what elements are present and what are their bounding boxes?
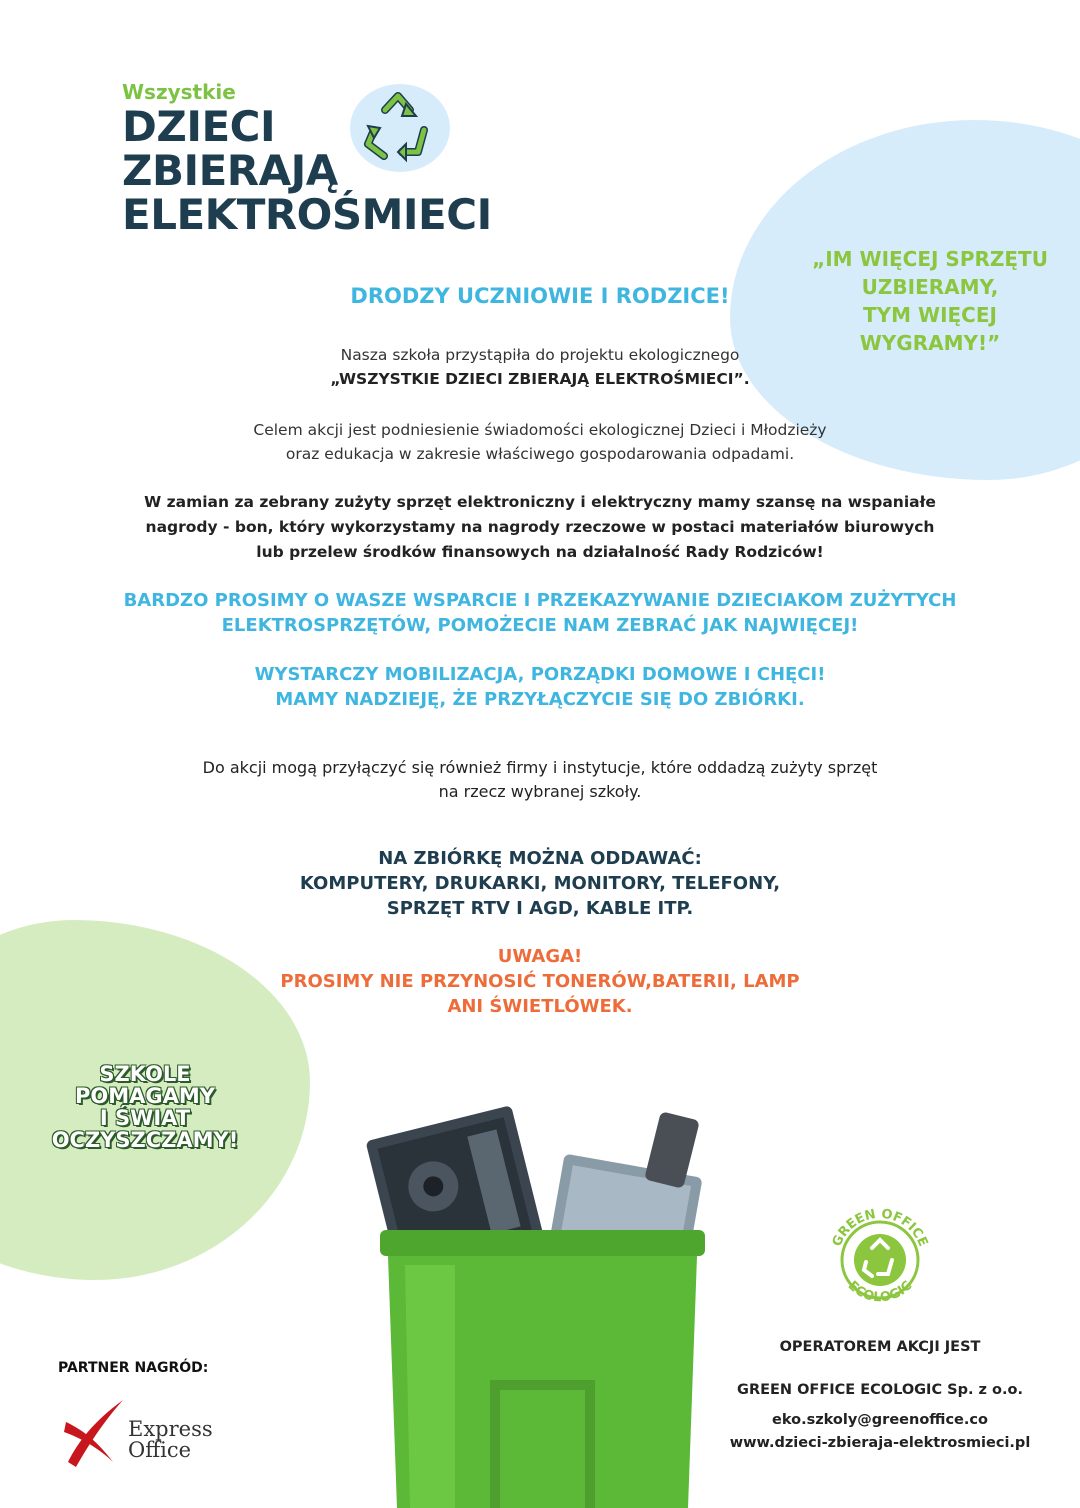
greeting-heading: DRODZY UCZNIOWIE I RODZICE! bbox=[350, 284, 730, 308]
partner-name-1: Express bbox=[128, 1417, 213, 1441]
slogan-line-2: POMAGAMY bbox=[75, 1084, 215, 1108]
slogan-line-1: SZKOLE bbox=[99, 1062, 191, 1086]
warning-line-2: PROSIMY NIE PRZYNOSIĆ TONERÓW,BATERII, LAMP bbox=[280, 971, 800, 992]
goal-paragraph bbox=[0, 418, 1080, 466]
operator-label: OPERATOREM AKCJI JEST bbox=[779, 1339, 981, 1355]
intro-line-1: Nasza szkoła przystąpiła do projektu ekologicznego bbox=[340, 346, 740, 364]
appeal-line-1: BARDZO PROSIMY O WASZE WSPARCIE I PRZEKAZYWANIE DZIECIAKOM ZUŻYTYCH bbox=[123, 590, 957, 611]
logo-arc-top: GREEN OFFICE bbox=[829, 1206, 931, 1249]
reward-line-1: W zamian za zebrany zużyty sprzęt elektroniczny i elektryczny mamy szansę na wspaniałe bbox=[144, 493, 936, 511]
partner-name-2: Office bbox=[128, 1438, 192, 1462]
goal-line-2: oraz edukacja w zakresie właściwego gospodarowania odpadami. bbox=[285, 445, 795, 463]
appeal-paragraph bbox=[0, 588, 1080, 638]
slogan bbox=[40, 1063, 250, 1151]
logo-line-2: ZBIERAJĄ bbox=[122, 146, 338, 195]
accepted-items bbox=[0, 846, 1080, 921]
logo-arc-bottom: ECOLOGIC bbox=[844, 1278, 916, 1306]
recycle-icon bbox=[340, 82, 450, 174]
partner-label: PARTNER NAGRÓD: bbox=[58, 1360, 209, 1376]
reward-line-3: lub przelew środków finansowych na działalność Rady Rodziców! bbox=[256, 543, 824, 561]
accepted-line-2: KOMPUTERY, DRUKARKI, MONITORY, TELEFONY, bbox=[299, 873, 781, 894]
quote-line-4: WYGRAMY!” bbox=[859, 331, 1001, 355]
logo-line-1: DZIECI bbox=[122, 102, 276, 151]
operator-website[interactable]: www.dzieci-zbieraja-elektrosmieci.pl bbox=[729, 1435, 1031, 1451]
goal-line-1: Celem akcji jest podniesienie świadomości ekologicznej Dzieci i Młodzieży bbox=[253, 421, 827, 439]
quote-line-3: TYM WIĘCEJ bbox=[863, 303, 997, 327]
green-office-ecologic-logo bbox=[820, 1200, 940, 1320]
companies-line-1: Do akcji mogą przyłączyć się również firmy i instytucje, które oddadzą zużyty sprzęt bbox=[202, 758, 878, 777]
x-mark-icon bbox=[58, 1392, 128, 1472]
mobilize-line-2: MAMY NADZIEJĘ, ŻE PRZYŁĄCZYCIE SIĘ DO ZBIÓRKI. bbox=[275, 689, 805, 710]
operator-company: GREEN OFFICE ECOLOGIC Sp. z o.o. bbox=[737, 1382, 1023, 1398]
express-office-logo bbox=[58, 1392, 218, 1472]
slogan-line-4: OCZYSZCZAMY! bbox=[51, 1128, 239, 1152]
companies-paragraph bbox=[0, 756, 1080, 804]
logo-small-text: Wszystkie bbox=[122, 80, 236, 104]
slogan-line-3: I ŚWIAT bbox=[99, 1106, 191, 1130]
reward-line-2: nagrody - bon, który wykorzystamy na nagrody rzeczowe w postaci materiałów biurowych bbox=[145, 518, 935, 536]
warning-line-1: UWAGA! bbox=[497, 946, 583, 967]
reward-paragraph bbox=[0, 490, 1080, 565]
quote-line-2: UZBIERAMY, bbox=[861, 275, 999, 299]
quote-line-1: „IM WIĘCEJ SPRZĘTU bbox=[812, 247, 1048, 271]
warning bbox=[0, 944, 1080, 1019]
appeal-line-2: ELEKTROSPRZĘTÓW, POMOŻECIE NAM ZEBRAĆ JAK NAJWIĘCEJ! bbox=[221, 615, 859, 636]
intro bbox=[0, 343, 1080, 391]
operator-email[interactable]: eko.szkoly@greenoffice.co bbox=[772, 1412, 988, 1428]
intro-line-2: „WSZYSTKIE DZIECI ZBIERAJĄ ELEKTROŚMIECI”. bbox=[330, 370, 750, 388]
mobilize-line-1: WYSTARCZY MOBILIZACJA, PORZĄDKI DOMOWE I CHĘCI! bbox=[254, 664, 826, 685]
companies-line-2: na rzecz wybranej szkoły. bbox=[438, 782, 642, 801]
accepted-line-1: NA ZBIÓRKĘ MOŻNA ODDAWAĆ: bbox=[378, 848, 702, 869]
warning-line-3: ANI ŚWIETLÓWEK. bbox=[447, 996, 633, 1017]
logo-line-3: ELEKTROŚMIECI bbox=[122, 190, 492, 239]
accepted-line-3: SPRZĘT RTV I AGD, KABLE ITP. bbox=[386, 898, 694, 919]
recycling-bin-illustration bbox=[360, 1100, 710, 1508]
mobilize-paragraph bbox=[0, 662, 1080, 712]
